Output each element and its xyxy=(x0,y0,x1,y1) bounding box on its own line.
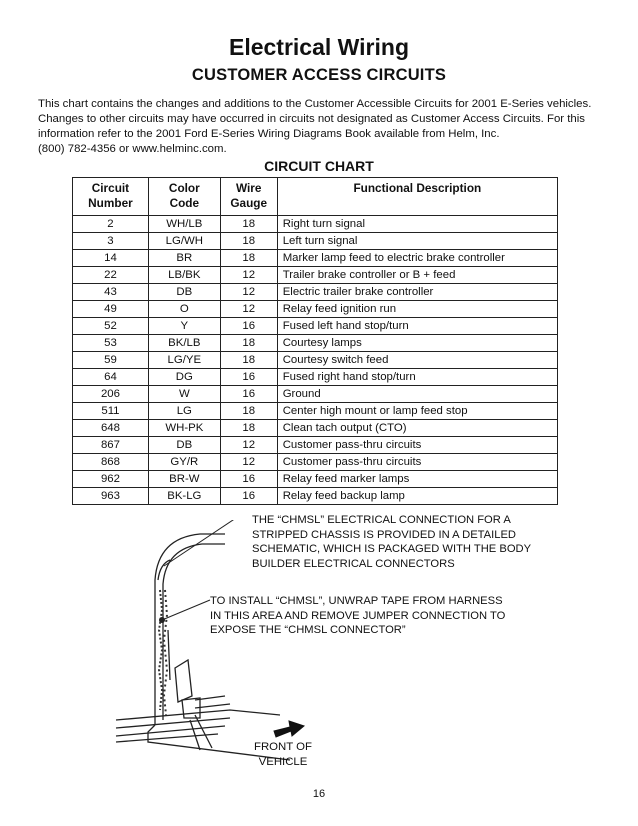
header-color-code: Color Code xyxy=(148,178,220,216)
wire-gauge-cell: 16 xyxy=(220,488,277,505)
color-code-cell: DB xyxy=(148,437,220,454)
description-cell: Courtesy switch feed xyxy=(277,352,557,369)
description-cell: Relay feed marker lamps xyxy=(277,471,557,488)
circuit-number-cell: 2 xyxy=(73,216,149,233)
table-row xyxy=(73,267,558,284)
header-functional-description: Functional Description xyxy=(277,178,557,216)
circuit-number-cell: 52 xyxy=(73,318,149,335)
color-code-cell: LG xyxy=(148,403,220,420)
circuit-number-cell: 53 xyxy=(73,335,149,352)
description-cell: Courtesy lamps xyxy=(277,335,557,352)
table-row xyxy=(73,369,558,386)
table-row xyxy=(73,284,558,301)
table-row xyxy=(73,454,558,471)
intro-line: (800) 782-4356 or www.helminc.com. xyxy=(38,143,227,155)
wire-gauge-cell: 16 xyxy=(220,471,277,488)
intro-line: Changes to other circuits may have occurred in circuits not designated as Customer Access Circuits. For this xyxy=(38,113,585,125)
chmsl-connection-note xyxy=(252,513,531,571)
table-row xyxy=(73,318,558,335)
wire-gauge-cell: 12 xyxy=(220,454,277,471)
circuit-number-cell: 64 xyxy=(73,369,149,386)
description-cell: Relay feed ignition run xyxy=(277,301,557,318)
color-code-cell: BK/LB xyxy=(148,335,220,352)
front-arrow-icon xyxy=(270,715,310,739)
wire-gauge-cell: 18 xyxy=(220,216,277,233)
front-of-vehicle-label xyxy=(238,740,328,770)
table-row xyxy=(73,488,558,505)
circuit-number-cell: 511 xyxy=(73,403,149,420)
wire-gauge-cell: 12 xyxy=(220,301,277,318)
description-cell: Fused right hand stop/turn xyxy=(277,369,557,386)
wire-gauge-cell: 12 xyxy=(220,284,277,301)
table-row xyxy=(73,250,558,267)
description-cell: Customer pass-thru circuits xyxy=(277,437,557,454)
description-cell: Right turn signal xyxy=(277,216,557,233)
table-row xyxy=(73,386,558,403)
table-row xyxy=(73,403,558,420)
circuit-number-cell: 49 xyxy=(73,301,149,318)
circuit-number-cell: 59 xyxy=(73,352,149,369)
color-code-cell: WH/LB xyxy=(148,216,220,233)
wire-gauge-cell: 18 xyxy=(220,403,277,420)
wire-gauge-cell: 18 xyxy=(220,233,277,250)
table-row xyxy=(73,216,558,233)
circuit-number-cell: 867 xyxy=(73,437,149,454)
intro-line: information refer to the 2001 Ford E-Series Wiring Diagrams Book available from Helm, Inc. xyxy=(38,128,500,140)
wire-gauge-cell: 12 xyxy=(220,267,277,284)
page-title: Electrical Wiring xyxy=(228,34,409,60)
description-cell: Center high mount or lamp feed stop xyxy=(277,403,557,420)
description-cell: Customer pass-thru circuits xyxy=(277,454,557,471)
page-number: 16 xyxy=(312,788,326,800)
wire-gauge-cell: 16 xyxy=(220,318,277,335)
color-code-cell: DG xyxy=(148,369,220,386)
note-line: TO INSTALL “CHMSL”, UNWRAP TAPE FROM HARNESS xyxy=(210,595,503,607)
wire-gauge-cell: 18 xyxy=(220,352,277,369)
circuit-number-cell: 648 xyxy=(73,420,149,437)
color-code-cell: BK-LG xyxy=(148,488,220,505)
circuit-number-cell: 206 xyxy=(73,386,149,403)
color-code-cell: LB/BK xyxy=(148,267,220,284)
circuit-number-cell: 3 xyxy=(73,233,149,250)
description-cell: Trailer brake controller or B + feed xyxy=(277,267,557,284)
wire-gauge-cell: 18 xyxy=(220,250,277,267)
note-line: IN THIS AREA AND REMOVE JUMPER CONNECTION TO xyxy=(210,609,506,622)
wire-gauge-cell: 12 xyxy=(220,437,277,454)
color-code-cell: LG/WH xyxy=(148,233,220,250)
table-row xyxy=(73,471,558,488)
color-code-cell: LG/YE xyxy=(148,352,220,369)
description-cell: Marker lamp feed to electric brake controller xyxy=(277,250,557,267)
header-wire-gauge: Wire Gauge xyxy=(220,178,277,216)
description-cell: Fused left hand stop/turn xyxy=(277,318,557,335)
color-code-cell: W xyxy=(148,386,220,403)
circuit-number-cell: 14 xyxy=(73,250,149,267)
description-cell: Relay feed backup lamp xyxy=(277,488,557,505)
circuit-table xyxy=(72,177,558,505)
intro-paragraph xyxy=(38,97,608,157)
wire-gauge-cell: 16 xyxy=(220,386,277,403)
color-code-cell: BR-W xyxy=(148,471,220,488)
front-label-line: FRONT OF xyxy=(253,741,312,753)
table-row xyxy=(73,233,558,250)
color-code-cell: O xyxy=(148,301,220,318)
description-cell: Electric trailer brake controller xyxy=(277,284,557,301)
intro-line: This chart contains the changes and additions to the Customer Accessible Circuits for 2001 E-Series vehicles. xyxy=(38,98,592,110)
install-chmsl-note xyxy=(210,594,505,638)
note-line: STRIPPED CHASSIS IS PROVIDED IN A DETAILED xyxy=(252,528,517,541)
wire-gauge-cell: 18 xyxy=(220,335,277,352)
circuit-number-cell: 963 xyxy=(73,488,149,505)
table-row xyxy=(73,437,558,454)
color-code-cell: Y xyxy=(148,318,220,335)
table-row xyxy=(73,301,558,318)
chart-title: CIRCUIT CHART xyxy=(264,158,374,174)
circuit-number-cell: 43 xyxy=(73,284,149,301)
color-code-cell: BR xyxy=(148,250,220,267)
color-code-cell: WH-PK xyxy=(148,420,220,437)
page-subtitle: CUSTOMER ACCESS CIRCUITS xyxy=(191,66,447,84)
description-cell: Ground xyxy=(277,386,557,403)
note-line: SCHEMATIC, WHICH IS PACKAGED WITH THE BODY xyxy=(252,543,532,555)
front-label-line: VEHICLE xyxy=(258,756,308,768)
table-row xyxy=(73,420,558,437)
note-line: THE “CHMSL” ELECTRICAL CONNECTION FOR A xyxy=(252,514,511,526)
note-line: EXPOSE THE “CHMSL CONNECTOR” xyxy=(210,624,406,636)
color-code-cell: GY/R xyxy=(148,454,220,471)
header-circuit-number: Circuit Number xyxy=(73,178,149,216)
description-cell: Left turn signal xyxy=(277,233,557,250)
circuit-number-cell: 868 xyxy=(73,454,149,471)
circuit-number-cell: 22 xyxy=(73,267,149,284)
description-cell: Clean tach output (CTO) xyxy=(277,420,557,437)
wire-gauge-cell: 16 xyxy=(220,369,277,386)
color-code-cell: DB xyxy=(148,284,220,301)
circuit-number-cell: 962 xyxy=(73,471,149,488)
note-line: BUILDER ELECTRICAL CONNECTORS xyxy=(252,557,455,570)
table-row xyxy=(73,352,558,369)
table-row xyxy=(73,335,558,352)
table-header-row xyxy=(73,178,558,216)
wire-gauge-cell: 18 xyxy=(220,420,277,437)
